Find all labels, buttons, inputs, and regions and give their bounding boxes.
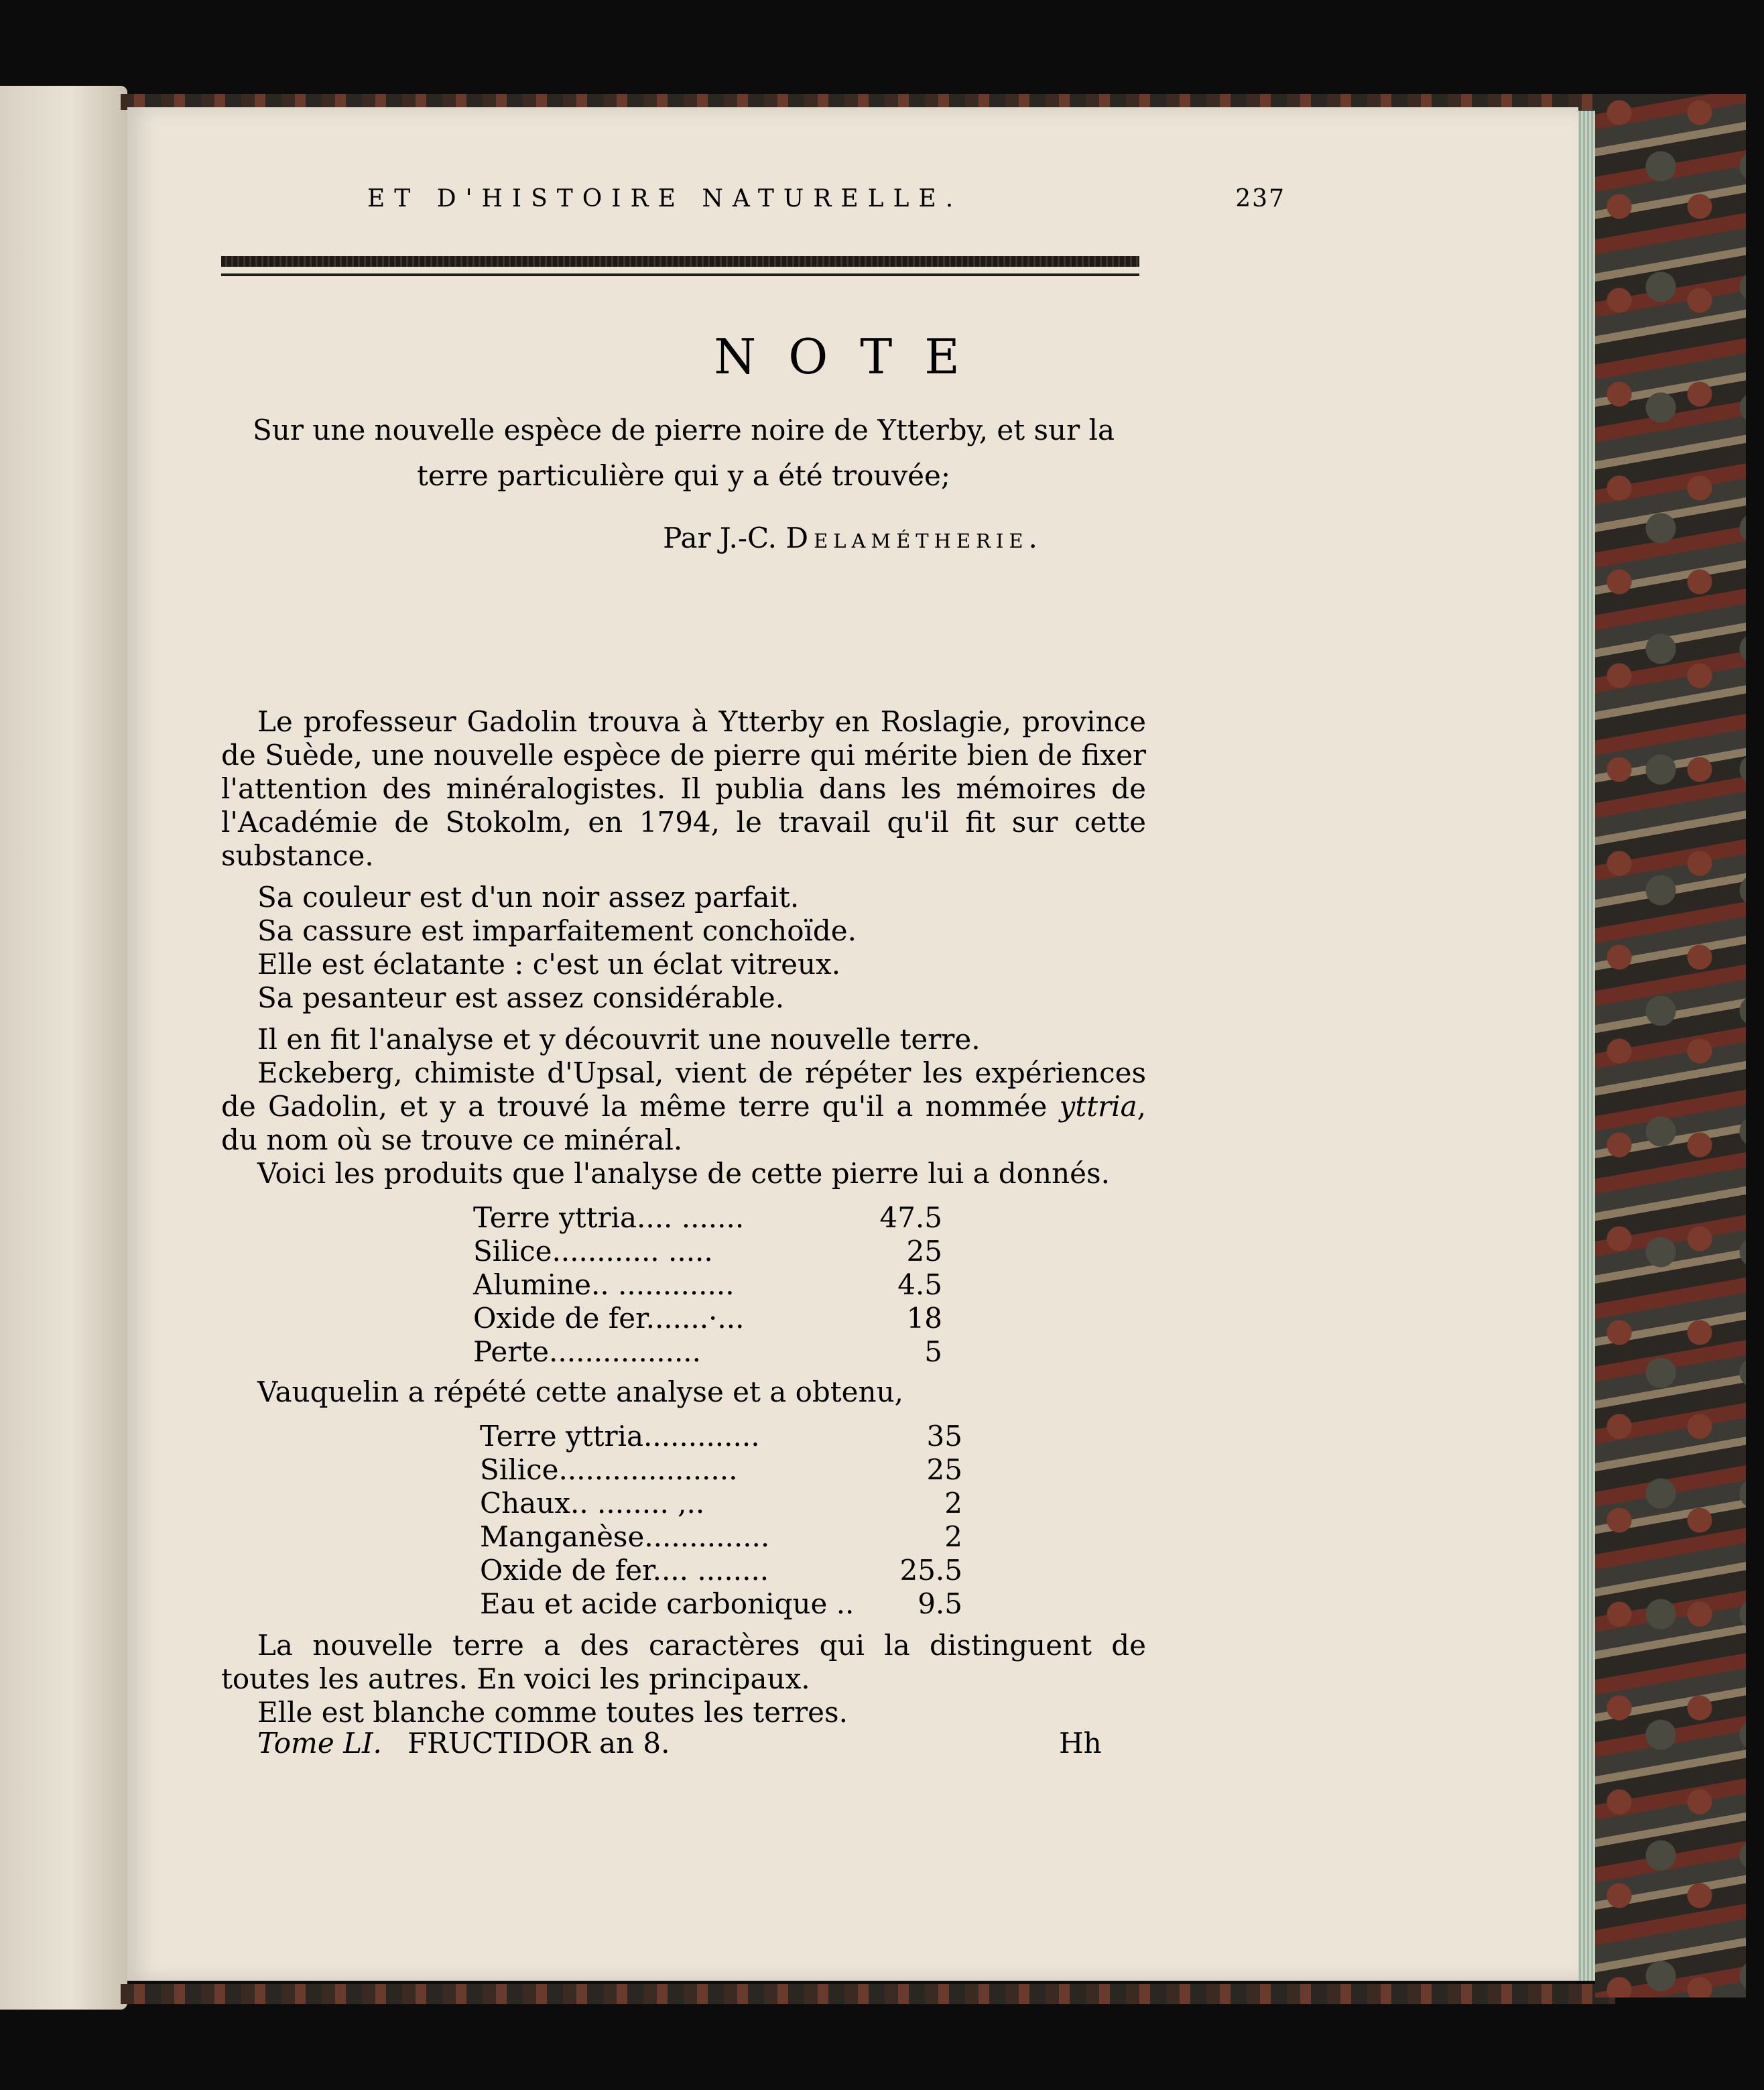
analysis-label: Eau et acide carbonique .. (480, 1587, 855, 1620)
term-yttria: yttria (1059, 1090, 1137, 1123)
paragraph-1: Le professeur Gadolin trouva à Ytterby en Roslagie, province de Suède, une nouvelle espèce de pierre qui mérite bien de fixer l'attention des minéralogistes. Il publia dans les mémoires de l'Académie de Stokolm, en 1794, le travail qu'il fit sur cette substance. (221, 705, 1146, 872)
analysis-value: 35 (926, 1420, 962, 1453)
analysis-row (480, 1520, 962, 1554)
body-text-3 (221, 1629, 1146, 1729)
body-text-2 (221, 1375, 1146, 1409)
analysis-value: 47.5 (879, 1201, 942, 1234)
page-number: 237 (1235, 185, 1285, 212)
running-title: ET D'HISTOIRE NATURELLE. (367, 185, 963, 212)
property-line-3: Elle est éclatante : c'est un éclat vitreux. (257, 948, 841, 981)
analysis-row (473, 1235, 942, 1268)
marbled-cover-edge (1595, 94, 1746, 1997)
analysis-table-vauquelin (480, 1420, 962, 1621)
property-line-1: Sa couleur est d'un noir assez parfait. (257, 881, 800, 914)
analysis-value: 2 (944, 1487, 962, 1520)
paragraph-3 (221, 1056, 1146, 1157)
analysis-row (480, 1420, 962, 1453)
analysis-row (480, 1487, 962, 1520)
analysis-row (480, 1587, 962, 1621)
analysis-value: 4.5 (897, 1268, 942, 1301)
byline-prefix: Par J.-C. (663, 521, 777, 554)
paragraph-7: Elle est blanche comme toutes les terres. (257, 1696, 848, 1729)
analysis-value: 9.5 (918, 1587, 962, 1620)
analysis-label: Oxide de fer.......·... (473, 1302, 745, 1335)
analysis-label: Terre yttria.... ....... (473, 1201, 745, 1234)
analysis-row (473, 1335, 942, 1369)
analysis-value: 2 (944, 1520, 962, 1553)
analysis-label: Silice.................... (480, 1453, 738, 1486)
paragraph-2: Il en fit l'analyse et y découvrit une nouvelle terre. (257, 1023, 981, 1056)
analysis-label: Oxide de fer.... ........ (480, 1554, 769, 1587)
analysis-label: Chaux.. ........ ,.. (480, 1487, 705, 1520)
analysis-row (473, 1268, 942, 1302)
paragraph-3-after: , du nom où se trouve ce minéral. (221, 1090, 1146, 1156)
analysis-value: 25 (926, 1453, 962, 1486)
footer-month: FRUCTIDOR an 8. (407, 1727, 670, 1760)
paragraph-3-before: Eckeberg, chimiste d'Upsal, vient de répéter les expériences de Gadolin, et y a trouvé la même terre qu'il a nommée (221, 1056, 1146, 1123)
footer-tome: Tome LI. (257, 1727, 382, 1760)
analysis-label: Silice............ ..... (473, 1235, 713, 1268)
subtitle-line-2: terre particulière qui y a été trouvée; (417, 459, 950, 492)
analysis-value: 25 (906, 1235, 942, 1268)
property-line-4: Sa pesanteur est assez considérable. (257, 981, 785, 1014)
byline (127, 521, 1578, 554)
running-header (367, 185, 1285, 225)
property-line-2: Sa cassure est imparfaitement conchoïde. (257, 914, 857, 947)
signature-mark: Hh (1059, 1727, 1102, 1760)
analysis-label: Perte................. (473, 1335, 701, 1368)
paragraph-6: La nouvelle terre a des caractères qui la distinguent de toutes les autres. En voici les principaux. (221, 1629, 1146, 1695)
analysis-label: Alumine.. ............. (473, 1268, 735, 1301)
analysis-row (480, 1453, 962, 1487)
analysis-label: Terre yttria............. (480, 1420, 760, 1453)
binding-bottom-band (121, 1984, 1615, 2004)
analysis-value: 18 (906, 1302, 942, 1335)
analysis-row (473, 1201, 942, 1235)
analysis-value: 5 (924, 1335, 942, 1368)
analysis-table-eckeberg (473, 1201, 942, 1369)
author-name: Delamétherie. (785, 521, 1043, 554)
thin-rule (221, 273, 1139, 276)
facing-page-edge (0, 86, 127, 2010)
analysis-label: Manganèse.............. (480, 1520, 770, 1553)
analysis-value: 25.5 (899, 1554, 962, 1587)
paragraph-5: Vauquelin a répété cette analyse et a obtenu, (257, 1375, 903, 1408)
subtitle-line-1: Sur une nouvelle espèce de pierre noire de Ytterby, et sur la (253, 414, 1115, 446)
body-text-1 (221, 705, 1146, 1190)
article-subtitle (221, 408, 1146, 499)
article-title: NOTE (714, 328, 992, 385)
analysis-row (473, 1302, 942, 1335)
analysis-row (480, 1554, 962, 1587)
ornamental-rule (221, 256, 1139, 267)
paragraph-4: Voici les produits que l'analyse de cette pierre lui a donnés. (257, 1157, 1110, 1190)
